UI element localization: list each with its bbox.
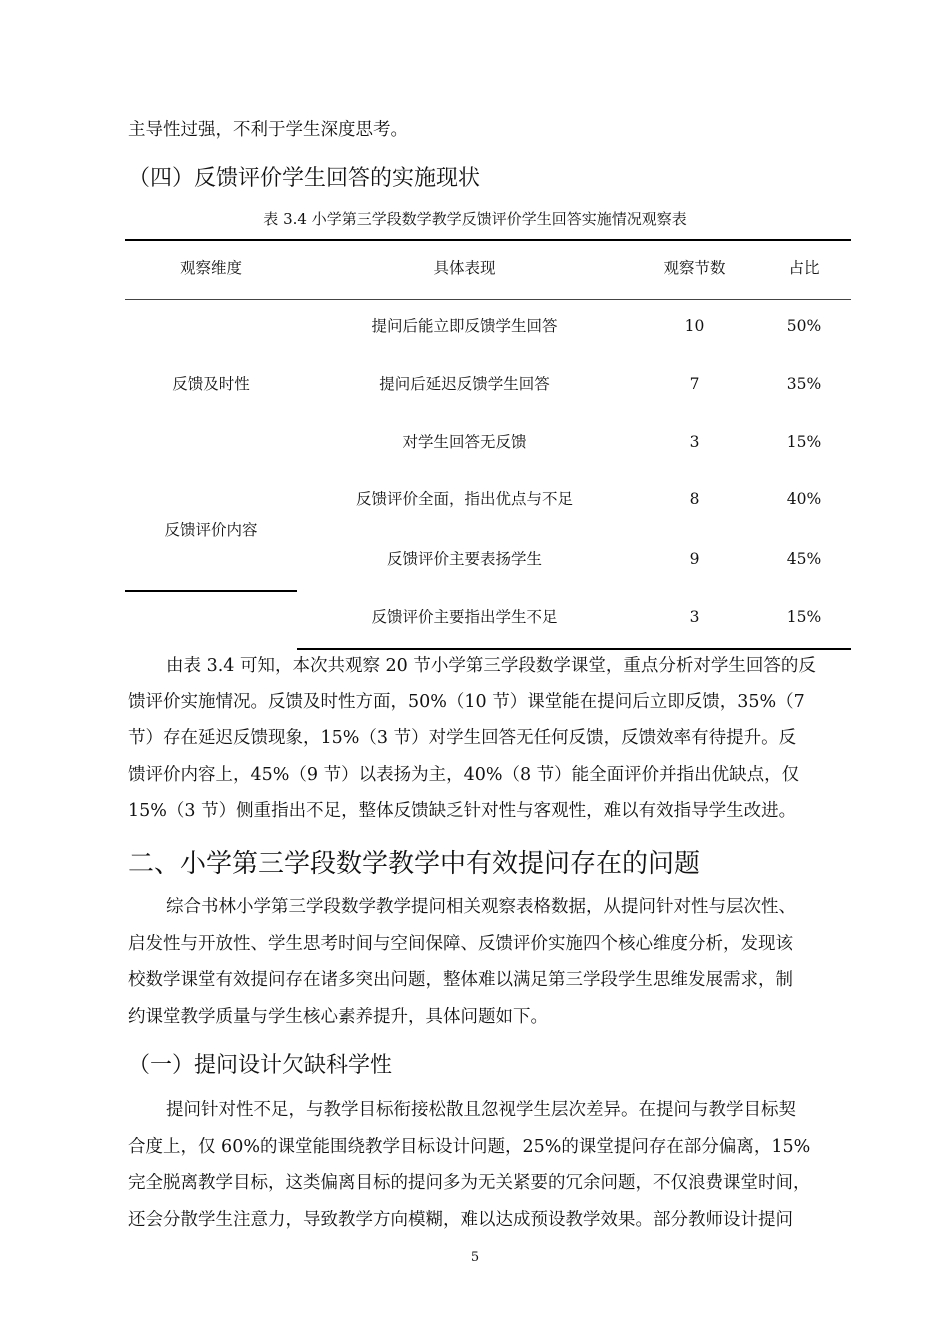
row-ratio: 15% bbox=[786, 608, 822, 626]
table-caption: 表 3.4 小学第三学段数学教学反馈评价学生回答实施情况观察表 bbox=[263, 210, 687, 228]
table-left-bottom-rule bbox=[125, 590, 297, 592]
row-behavior: 反馈评价主要指出学生不足 bbox=[371, 608, 558, 626]
section-heading-4: （四）反馈评价学生回答的实施现状 bbox=[128, 166, 481, 191]
row-ratio: 35% bbox=[786, 375, 822, 393]
paragraph-line: 15%（3 节）侧重指出不足，整体反馈缺乏针对性与客观性，难以有效指导学生改进。 bbox=[128, 801, 797, 821]
row-count: 10 bbox=[684, 317, 705, 335]
row-behavior: 提问后延迟反馈学生回答 bbox=[379, 375, 550, 393]
row-behavior: 提问后能立即反馈学生回答 bbox=[371, 317, 558, 335]
row-count: 8 bbox=[689, 490, 700, 508]
row-count: 3 bbox=[689, 433, 700, 451]
paragraph-line: 启发性与开放性、学生思考时间与空间保障、反馈评价实施四个核心维度分析，发现该 bbox=[128, 934, 793, 954]
paragraph-line: 完全脱离教学目标，这类偏离目标的提问多为无关紧要的冗余问题，不仅浪费课堂时间， bbox=[128, 1173, 811, 1193]
paragraph-line: 节）存在延迟反馈现象，15%（3 节）对学生回答无任何反馈，反馈效率有待提升。反 bbox=[128, 728, 797, 748]
row-behavior: 反馈评价全面，指出优点与不足 bbox=[355, 490, 573, 508]
chapter-heading-2: 二、小学第三学段数学教学中有效提问存在的问题 bbox=[128, 849, 701, 879]
row-ratio: 40% bbox=[786, 490, 822, 508]
row-ratio: 15% bbox=[786, 433, 822, 451]
row-count: 3 bbox=[689, 608, 700, 626]
table-header-rule bbox=[125, 299, 851, 300]
row-count: 9 bbox=[689, 550, 700, 568]
row-ratio: 45% bbox=[786, 550, 822, 568]
group-label-timeliness: 反馈及时性 bbox=[172, 375, 250, 393]
section-heading-1: （一）提问设计欠缺科学性 bbox=[128, 1053, 393, 1078]
header-ratio: 占比 bbox=[788, 259, 820, 277]
page-number: 5 bbox=[470, 1250, 480, 1265]
header-count: 观察节数 bbox=[663, 259, 726, 277]
paragraph-line: 校数学课堂有效提问存在诸多突出问题，整体难以满足第三学段学生思维发展需求，制 bbox=[128, 970, 793, 990]
paragraph-line: 由表 3.4 可知，本次共观察 20 节小学第三学段数学课堂，重点分析对学生回答的反 bbox=[166, 656, 816, 676]
row-behavior: 对学生回答无反馈 bbox=[402, 433, 527, 451]
header-dimension: 观察维度 bbox=[179, 259, 242, 277]
row-ratio: 50% bbox=[786, 317, 822, 335]
paragraph-line: 馈评价实施情况。反馈及时性方面，50%（10 节）课堂能在提问后立即反馈，35%（7 bbox=[128, 692, 805, 712]
row-behavior: 反馈评价主要表扬学生 bbox=[386, 550, 542, 568]
header-behavior: 具体表现 bbox=[433, 259, 496, 277]
row-count: 7 bbox=[689, 375, 700, 393]
paragraph-line: 提问针对性不足，与教学目标衔接松散且忽视学生层次差异。在提问与教学目标契 bbox=[166, 1100, 796, 1120]
paragraph-line: 合度上，仅 60%的课堂能围绕教学目标设计问题，25%的课堂提问存在部分偏离，15% bbox=[128, 1137, 811, 1157]
table-bottom-rule bbox=[297, 648, 851, 650]
paragraph-line: 综合书林小学第三学段数学教学提问相关观察表格数据，从提问针对性与层次性、 bbox=[166, 897, 796, 917]
table-top-rule bbox=[125, 239, 851, 241]
continuation-line: 主导性过强，不利于学生深度思考。 bbox=[128, 120, 408, 140]
paragraph-line: 还会分散学生注意力，导致教学方向模糊，难以达成预设教学效果。部分教师设计提问 bbox=[128, 1210, 793, 1230]
paragraph-line: 约课堂教学质量与学生核心素养提升，具体问题如下。 bbox=[128, 1007, 548, 1027]
paragraph-line: 馈评价内容上，45%（9 节）以表扬为主，40%（8 节）能全面评价并指出优缺点，仅 bbox=[128, 765, 800, 785]
group-label-content: 反馈评价内容 bbox=[164, 521, 258, 539]
